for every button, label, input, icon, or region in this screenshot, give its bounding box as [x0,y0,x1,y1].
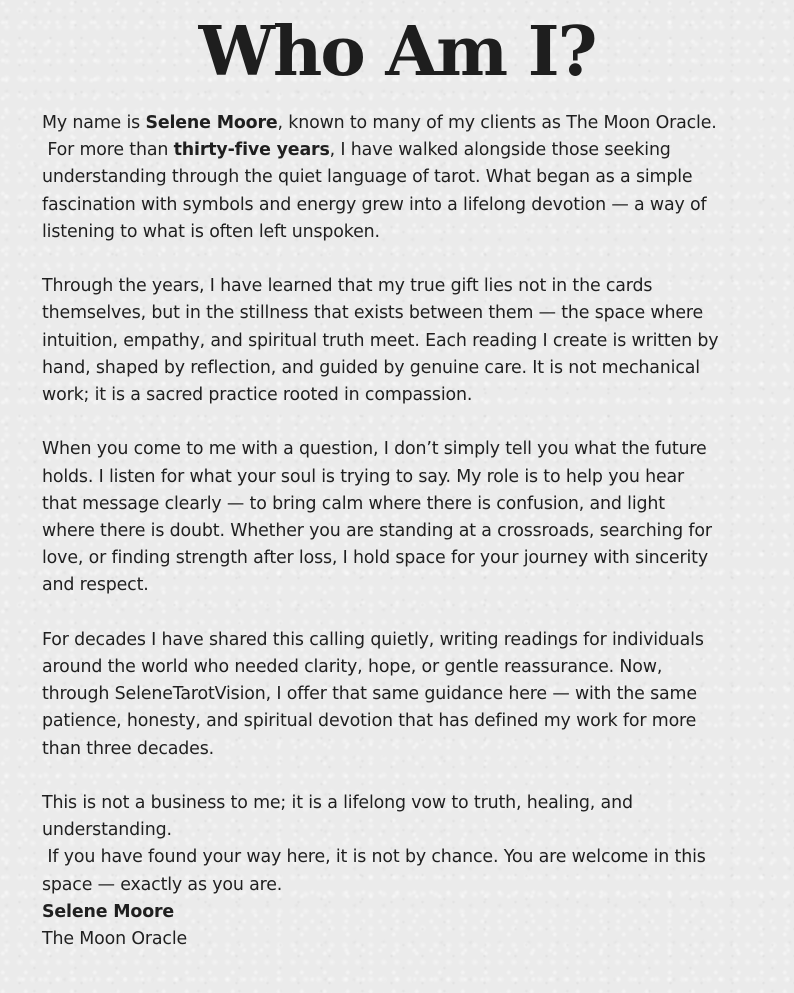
page-title: Who Am I? [198,12,596,92]
text-line: For decades I have shared this calling quietly, writing readings for individuals [42,629,704,650]
text-line: When you come to me with a question, I don’t simply tell you what the future [42,439,707,460]
body-text [42,110,762,953]
bold-years: thirty-five years [173,140,330,161]
text-line: intuition, empathy, and spiritual truth meet. Each reading I create is written by [42,330,719,351]
paragraph-spacer [42,409,762,436]
paragraph-vow [42,790,762,899]
text-line: and respect. [42,575,149,596]
text-line: This is not a business to me; it is a lifelong vow to truth, healing, and [42,793,633,814]
text-line: space — exactly as you are. [42,874,283,895]
text-line: than three decades. [42,738,215,759]
text-line: through SeleneTarotVision, I offer that same guidance here — with the same [42,684,697,705]
text-line: themselves, but in the stillness that exists between them — the space where [42,303,704,324]
text-line: where there is doubt. Whether you are standing at a crossroads, searching for [42,521,712,542]
paragraph-gift [42,273,762,409]
text-line [42,110,762,137]
paragraph-intro [42,110,762,246]
text-segment: My name is [42,113,146,133]
paragraph-spacer [42,600,762,627]
text-line: that message clearly — to bring calm where there is confusion, and light [42,493,665,514]
paragraph-question [42,436,762,599]
text-line: If you have found your way here, it is not by chance. You are welcome in this [42,847,706,868]
text-segment: For more than [42,140,174,161]
paragraph-decades [42,627,762,763]
text-line [42,137,762,164]
paragraph-spacer [42,763,762,790]
text-line: holds. I listen for what your soul is trying to say. My role is to help you hear [42,466,684,487]
text-line: work; it is a sacred practice rooted in compassion. [42,385,473,406]
text-line: fascination with symbols and energy grew into a lifelong devotion — a way of [42,194,707,215]
text-line: patience, honesty, and spiritual devotion that has defined my work for more [42,711,697,732]
text-segment: , I have walked alongside those seeking [329,140,671,161]
signature [42,899,762,953]
signature-title: The Moon Oracle [42,929,188,950]
signature-name: Selene Moore [42,901,175,922]
text-line: Through the years, I have learned that my true gift lies not in the cards [42,276,653,297]
text-line: understanding. [42,820,172,841]
bold-name: Selene Moore [145,113,278,133]
text-segment: , known to many of my clients as The Moon Oracle. [277,113,717,133]
text-line: understanding through the quiet language of tarot. What began as a simple [42,167,693,188]
text-line: listening to what is often left unspoken. [42,221,380,242]
text-line: hand, shaped by reflection, and guided by genuine care. It is not mechanical [42,357,700,378]
text-line: around the world who needed clarity, hope, or gentle reassurance. Now, [42,657,663,678]
paragraph-spacer [42,246,762,273]
text-line: love, or finding strength after loss, I hold space for your journey with sincerity [42,548,708,569]
